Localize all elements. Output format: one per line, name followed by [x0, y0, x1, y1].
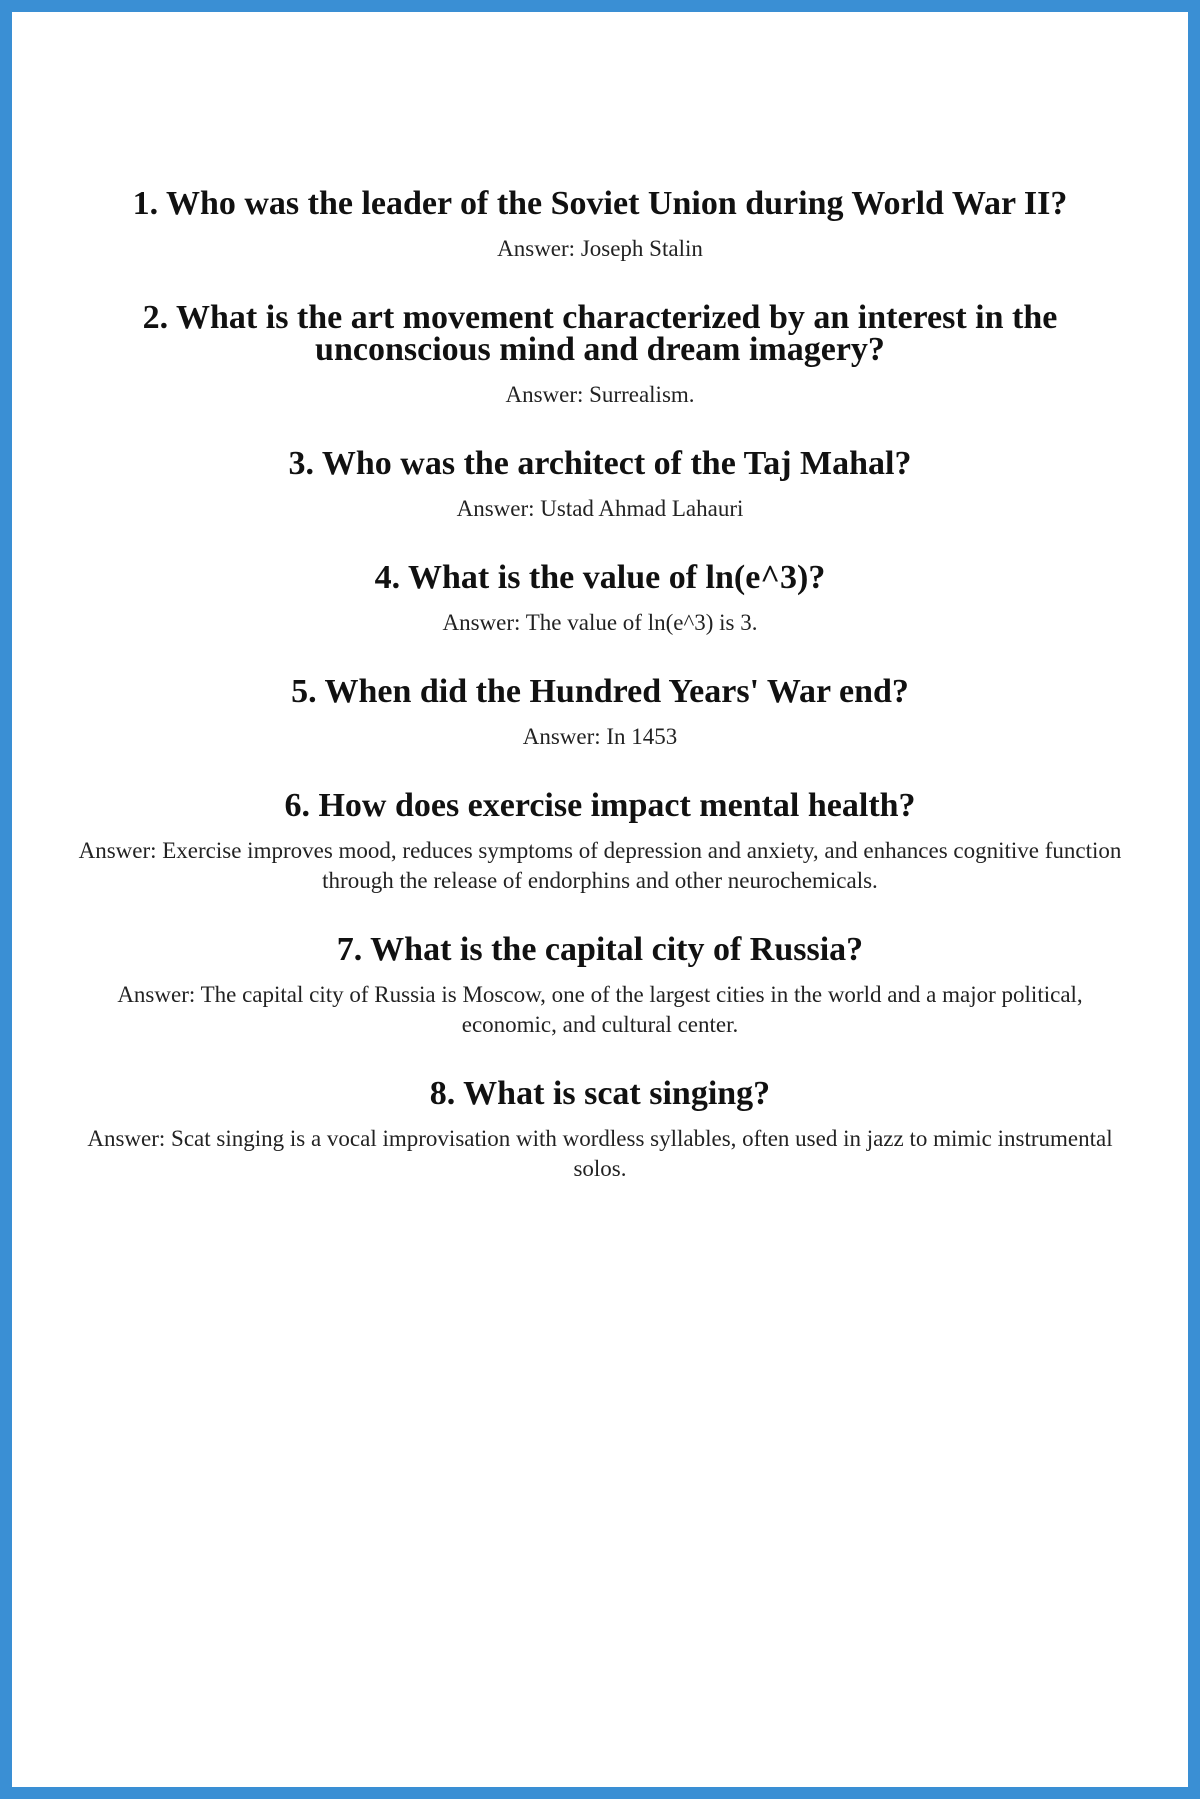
- answer-text: Answer: In 1453: [522, 724, 678, 749]
- qa-item: [70, 673, 1130, 752]
- qa-item: [70, 185, 1130, 264]
- qa-item: [70, 787, 1130, 896]
- qa-item: [70, 445, 1130, 524]
- answer-text: Answer: Exercise improves mood, reduces symptoms of depression and anxiety, and enhances cognitive function through the release of endorphins and other neurochemicals.: [78, 838, 1122, 893]
- answer-text: Answer: Scat singing is a vocal improvisation with wordless syllables, often used in jazz to mimic instrumental solos.: [87, 1126, 1113, 1181]
- question-heading: 6. How does exercise impact mental health?: [284, 787, 916, 824]
- question-heading: 3. Who was the architect of the Taj Mahal?: [288, 445, 912, 482]
- qa-item: [70, 299, 1130, 410]
- qa-list: [24, 185, 1176, 1184]
- question-heading: 2. What is the art movement characterized by an interest in the unconscious mind and dream imagery?: [142, 299, 1058, 368]
- answer-text: Answer: The capital city of Russia is Moscow, one of the largest cities in the world and a major political, economic, and cultural center.: [117, 982, 1083, 1037]
- question-heading: 5. When did the Hundred Years' War end?: [291, 673, 909, 710]
- answer-text: Answer: The value of ln(e^3) is 3.: [442, 610, 758, 635]
- question-heading: 4. What is the value of ln(e^3)?: [374, 559, 826, 596]
- question-heading: 1. Who was the leader of the Soviet Union during World War II?: [132, 185, 1068, 222]
- question-heading: 7. What is the capital city of Russia?: [336, 931, 864, 968]
- question-heading: 8. What is scat singing?: [429, 1075, 771, 1112]
- answer-text: Answer: Surrealism.: [505, 382, 695, 407]
- qa-item: [70, 931, 1130, 1040]
- answer-text: Answer: Joseph Stalin: [497, 236, 703, 261]
- qa-item: [70, 559, 1130, 638]
- answer-text: Answer: Ustad Ahmad Lahauri: [456, 496, 744, 521]
- qa-item: [70, 1075, 1130, 1184]
